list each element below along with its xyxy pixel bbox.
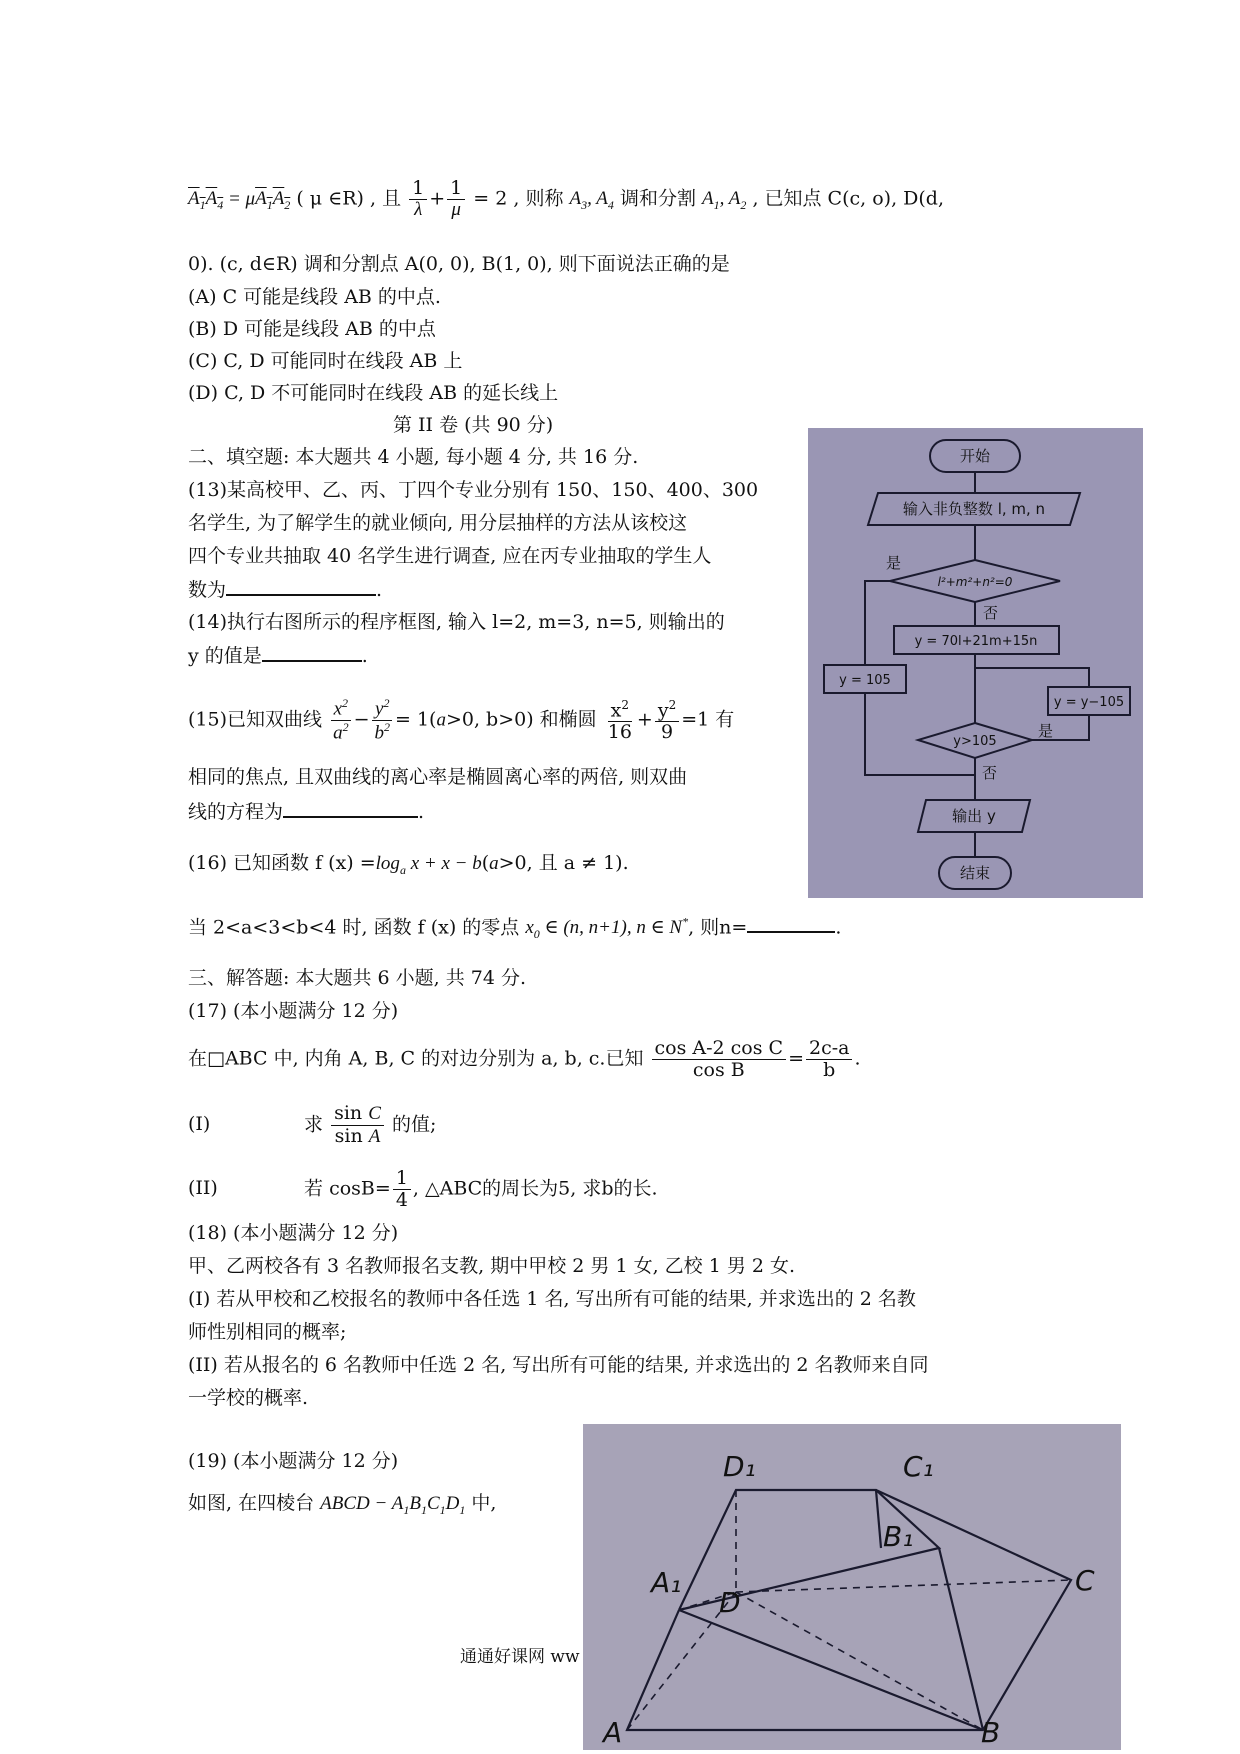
flowchart-output-text: 输出 y bbox=[952, 807, 996, 825]
frustum-svg bbox=[583, 1424, 1121, 1750]
flowchart-no2-text: 否 bbox=[982, 764, 998, 782]
label-b: B bbox=[981, 1716, 1001, 1749]
q19-text-b: 中, bbox=[471, 1492, 497, 1514]
q15-line1: (15)已知双曲线 $\frac{x^2}{a^2}$ − $\frac{y^2}{b^2}$ = 1(a>0, b>0) 和椭圆 $\frac{x^2}{16}$ + $\frac{y^2}{9}$ =1 有 bbox=[188, 696, 735, 744]
q14-line2: y 的值是 . bbox=[188, 645, 368, 667]
section3-heading: 三、解答题: 本大题共 6 小题, 共 74 分. bbox=[188, 967, 526, 989]
label-a1: A₁ bbox=[651, 1566, 682, 1599]
label-c: C bbox=[1075, 1564, 1095, 1597]
q15-text-c: 有 bbox=[715, 708, 735, 731]
flowchart-start-text: 开始 bbox=[959, 447, 991, 465]
q15-answer-blank bbox=[283, 800, 418, 818]
q18-line4: (II) 若从报名的 6 名教师中任选 2 名, 写出所有可能的结果, 并求选出的 2 名教师来自同 bbox=[188, 1354, 929, 1376]
q16-line2: 当 2<a<3<b<4 时, 函数 f (x) 的零点 $x_0$ ∈ (n, n+1), n ∈ N*, 则n= . bbox=[188, 915, 842, 942]
intro-text-a: ( μ ∈R) , 且 bbox=[296, 187, 402, 210]
intro-text-b: , 则称 bbox=[513, 187, 564, 210]
q13-line4: 数为 . bbox=[188, 579, 383, 601]
q16-text-b: 当 2<a<3<b<4 时, 函数 f (x) 的零点 bbox=[188, 916, 520, 939]
q15-text-a: (15)已知双曲线 bbox=[188, 708, 323, 731]
option-d: (D) C, D 不可能同时在线段 AB 的延长线上 bbox=[188, 382, 559, 404]
q15-text-b: 和椭圆 bbox=[539, 708, 597, 731]
q18-line2: (I) 若从甲校和乙校报名的教师中各任选 1 名, 写出所有可能的结果, 并求选出的 2 名教 bbox=[188, 1288, 916, 1310]
q13-text: 数为 bbox=[188, 579, 227, 601]
flowchart-input-text: 输入非负整数 l, m, n bbox=[902, 500, 1046, 518]
option-b: (B) D 可能是线段 AB 的中点 bbox=[188, 318, 436, 340]
q16-text-a: (16) 已知函数 f (x) = bbox=[188, 852, 376, 874]
q17-part2-tail: , △ABC的周长为5, 求b的长. bbox=[412, 1177, 658, 1200]
slant-edges bbox=[679, 1548, 983, 1730]
flowchart-yes1-text: 是 bbox=[886, 554, 902, 572]
q16-answer-blank bbox=[747, 915, 835, 933]
q14-answer-blank bbox=[262, 644, 362, 662]
q17-part2: (II) 若 cosB= $\frac{1}{4}$ , △ABC的周长为5, 求b的长. bbox=[188, 1167, 658, 1211]
flowchart-yes2-text: 是 bbox=[1038, 722, 1054, 740]
q13-line1: (13)某高校甲、乙、丙、丁四个专业分别有 150、150、400、300 bbox=[188, 479, 759, 501]
flowchart-assign1-text: y = 70l+21m+15n bbox=[914, 634, 1038, 649]
frustum-figure bbox=[583, 1424, 1121, 1750]
flowchart-end-text: 结束 bbox=[959, 864, 991, 882]
q17-title: (17) (本小题满分 12 分) bbox=[188, 1000, 399, 1022]
flowchart-assign2-text: y = 105 bbox=[839, 673, 891, 688]
flowchart-cond2-text: y>105 bbox=[953, 734, 997, 749]
q13-line2: 名学生, 为了解学生的就业倾向, 用分层抽样的方法从该校这 bbox=[188, 512, 688, 534]
q17-text: 在□ABC 中, 内角 A, B, C 的对边分别为 a, b, c.已知 bbox=[188, 1047, 644, 1070]
q18-title: (18) (本小题满分 12 分) bbox=[188, 1222, 399, 1244]
flowchart-figure bbox=[808, 428, 1143, 898]
label-d1: D₁ bbox=[723, 1450, 756, 1483]
outer-edges bbox=[627, 1490, 1071, 1730]
option-c: (C) C, D 可能同时在线段 AB 上 bbox=[188, 350, 463, 372]
line-condition: 0). (c, d∈R) 调和分割点 A(0, 0), B(1, 0), 则下面说法正确的是 bbox=[188, 253, 730, 275]
q15-line2: 相同的焦点, 且双曲线的离心率是椭圆离心率的两倍, 则双曲 bbox=[188, 766, 688, 788]
q14-text: y 的值是 bbox=[188, 645, 262, 667]
flowchart-cond1-text: l²+m²+n²=0 bbox=[937, 575, 1013, 589]
intro-text-c: 调和分割 bbox=[619, 187, 696, 210]
q13-line3: 四个专业共抽取 40 名学生进行调查, 应在丙专业抽取的学生人 bbox=[188, 545, 712, 567]
frac-one-lambda: $\frac{1}{\lambda}$ bbox=[409, 178, 427, 221]
label-d: D bbox=[719, 1586, 741, 1619]
label-c1: C₁ bbox=[903, 1450, 934, 1483]
line-intro: $A_1A_4 = \mu A_1A_2$ ( μ ∈R) , 且 $\frac{1}{\lambda}$ + $\frac{1}{\mu}$ = 2 , 则称 $A_3$, $A_4$ 调和分割 $A_1$, $A_2$ , 已知点 C(c, o), D(d, bbox=[188, 177, 945, 220]
q13-answer-blank bbox=[226, 578, 376, 596]
flowchart-no1-text: 否 bbox=[983, 604, 999, 622]
q17-part2-number: (II) bbox=[188, 1177, 218, 1200]
q18-line5: 一学校的概率. bbox=[188, 1387, 309, 1409]
q17-part1-tail: 的值; bbox=[391, 1113, 437, 1136]
q19-title: (19) (本小题满分 12 分) bbox=[188, 1450, 399, 1472]
q17-part1: (I) 求 $\frac{\text{sin C}}{\text{sin A}}$ 的值; bbox=[188, 1102, 437, 1147]
q15-line3: 线的方程为 . bbox=[188, 801, 425, 823]
intro-text-d: , 已知点 C(c, o), D(d, bbox=[752, 187, 945, 210]
q18-line1: 甲、乙两校各有 3 名教师报名支教, 期中甲校 2 男 1 女, 乙校 1 男 2 女. bbox=[188, 1255, 796, 1277]
q16-text-c: , 则n= bbox=[688, 916, 748, 939]
q14-line1: (14)执行右图所示的程序框图, 输入 l=2, m=3, n=5, 则输出的 bbox=[188, 611, 725, 633]
frac-one-mu: $\frac{1}{\mu}$ bbox=[447, 178, 465, 221]
label-b1: B₁ bbox=[883, 1520, 914, 1553]
q19-text-a: 如图, 在四棱台 bbox=[188, 1492, 315, 1514]
part2-title: 第 II 卷 (共 90 分) bbox=[393, 414, 554, 436]
q18-line3: 师性别相同的概率; bbox=[188, 1321, 347, 1343]
option-a: (A) C 可能是线段 AB 的中点. bbox=[188, 286, 441, 308]
q16-line1: (16) 已知函数 f $(x) =\log_a$ x + x − b(a>0, 且 a ≠ 1). bbox=[188, 852, 629, 877]
vector-a1a4: $A_1A_4 = \mu A_1A_2$ bbox=[188, 188, 291, 213]
q17-line1: 在□ABC 中, 内角 A, B, C 的对边分别为 a, b, c.已知 $\frac{\text{cos A-2 cos C}}{\text{cos B}}$ = $\frac{2c-a}{b}$ . bbox=[188, 1037, 861, 1081]
q15-text: 线的方程为 bbox=[188, 801, 284, 823]
q17-part1-text: 求 bbox=[304, 1113, 324, 1136]
footer-site: 通通好课网 ww bbox=[460, 1647, 580, 1667]
flowchart-svg bbox=[808, 428, 1143, 898]
q19-line1: 如图, 在四棱台 ABCD − $A_1B_1C_1D_1$ 中, bbox=[188, 1492, 497, 1517]
flowchart-assign3-text: y = y−105 bbox=[1053, 695, 1125, 710]
q17-part1-number: (I) bbox=[188, 1113, 211, 1136]
section2-heading: 二、填空题: 本大题共 4 小题, 每小题 4 分, 共 16 分. bbox=[188, 446, 639, 468]
q17-part2-text: 若 cosB= bbox=[304, 1177, 391, 1200]
label-a: A bbox=[603, 1716, 623, 1749]
edge-c1-b1 bbox=[876, 1490, 881, 1548]
